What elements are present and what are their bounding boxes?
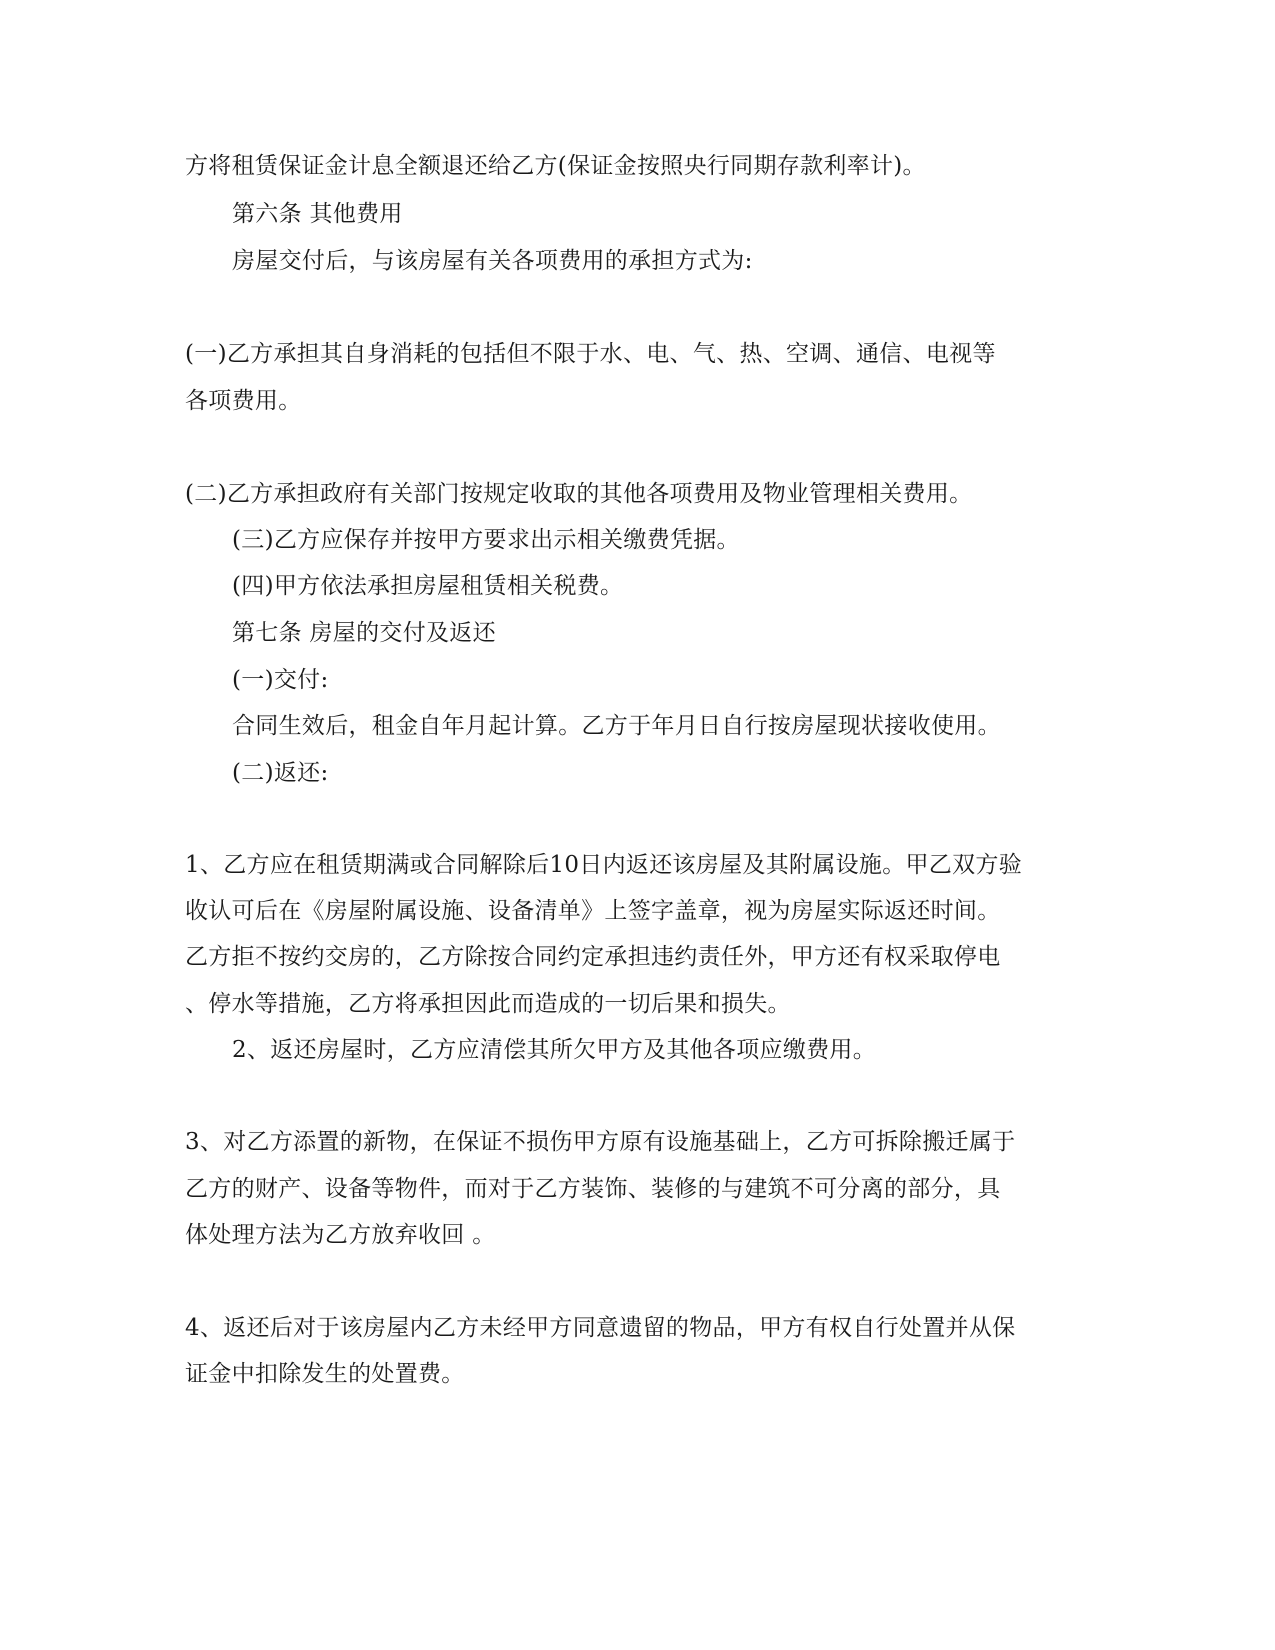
paragraph-line: 1、乙方应在租赁期满或合同解除后10日内返还该房屋及其附属设施。甲乙双方验 bbox=[185, 852, 1022, 878]
paragraph-line: 房屋交付后，与该房屋有关各项费用的承担方式为: bbox=[232, 248, 753, 274]
paragraph-line: (一)乙方承担其自身消耗的包括但不限于水、电、气、热、空调、通信、电视等 bbox=[185, 341, 996, 367]
section-heading: 第六条 其他费用 bbox=[232, 201, 403, 227]
paragraph-line: 方将租赁保证金计息全额退还给乙方(保证金按照央行同期存款利率计)。 bbox=[185, 153, 926, 179]
paragraph-line: 乙方的财产、设备等物件，而对于乙方装饰、装修的与建筑不可分离的部分，具 bbox=[185, 1176, 1001, 1202]
paragraph-line: (四)甲方依法承担房屋租赁相关税费。 bbox=[232, 573, 624, 599]
paragraph-line: (三)乙方应保存并按甲方要求出示相关缴费凭据。 bbox=[232, 527, 740, 553]
paragraph-line: (二)乙方承担政府有关部门按规定收取的其他各项费用及物业管理相关费用。 bbox=[185, 481, 973, 507]
paragraph-line: 收认可后在《房屋附属设施、设备清单》上签字盖章，视为房屋实际返还时间。 bbox=[185, 898, 1001, 924]
section-heading: 第七条 房屋的交付及返还 bbox=[232, 620, 496, 646]
paragraph-line: 2、返还房屋时，乙方应清偿其所欠甲方及其他各项应缴费用。 bbox=[232, 1037, 877, 1063]
paragraph-line: 证金中扣除发生的处置费。 bbox=[185, 1361, 465, 1387]
paragraph-line: 合同生效后，租金自年月起计算。乙方于年月日自行按房屋现状接收使用。 bbox=[232, 713, 1001, 739]
paragraph-line: (二)返还: bbox=[232, 760, 329, 786]
paragraph-line: 各项费用。 bbox=[185, 388, 302, 414]
paragraph-line: 体处理方法为乙方放弃收回 。 bbox=[185, 1222, 496, 1248]
paragraph-line: 4、返还后对于该房屋内乙方未经甲方同意遗留的物品，甲方有权自行处置并从保 bbox=[185, 1315, 1016, 1341]
paragraph-line: (一)交付: bbox=[232, 667, 329, 693]
paragraph-line: 3、对乙方添置的新物，在保证不损伤甲方原有设施基础上，乙方可拆除搬迁属于 bbox=[185, 1129, 1016, 1155]
paragraph-line: 、停水等措施，乙方将承担因此而造成的一切后果和损失。 bbox=[185, 991, 791, 1017]
paragraph-line: 乙方拒不按约交房的，乙方除按合同约定承担违约责任外，甲方还有权采取停电 bbox=[185, 944, 1001, 970]
